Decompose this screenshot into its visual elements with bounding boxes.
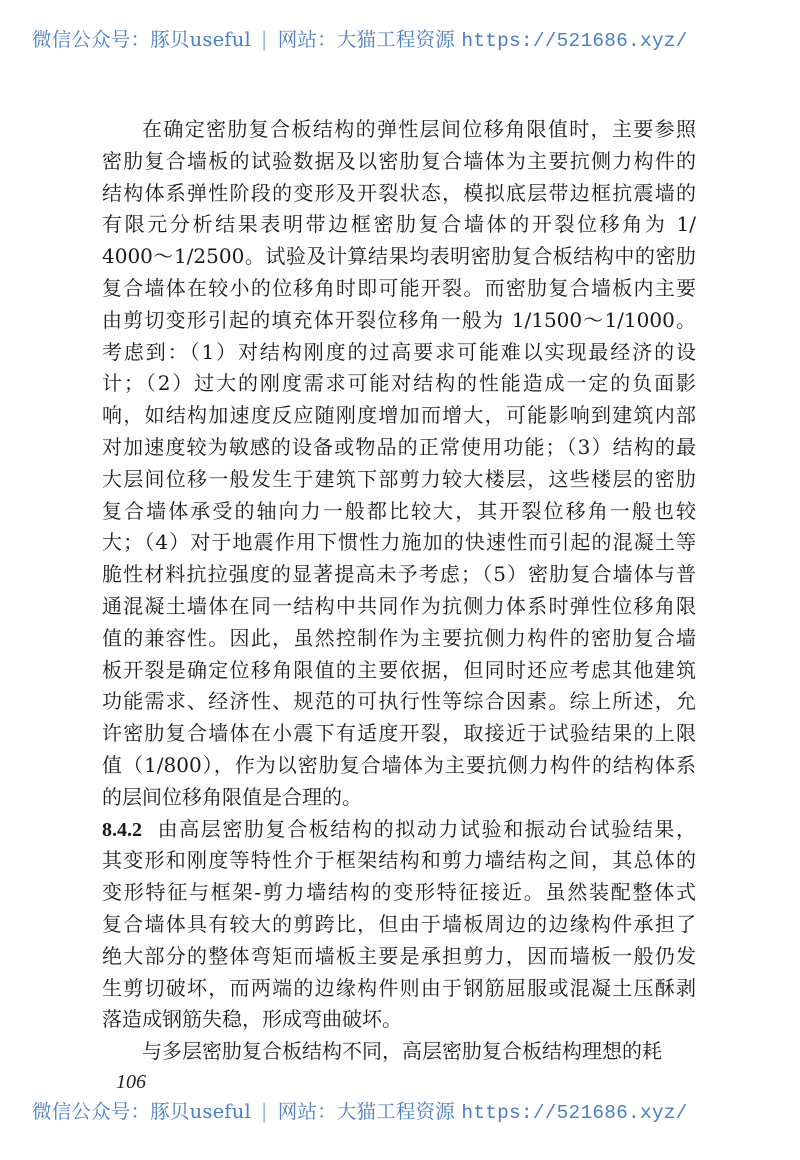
watermark-url[interactable]: https://521686.xyz/ [461, 30, 688, 52]
text-line [102, 400, 696, 432]
text-line [102, 114, 696, 146]
line-text: 的层间位移角限值是合理的。 [102, 784, 362, 809]
text-line [102, 718, 696, 750]
watermark-site: 网站：大猫工程资源 [277, 1100, 456, 1123]
text-line [102, 1004, 696, 1036]
line-text: 许密肋复合墙体在小震下有适度开裂，取接近于试验结果的上限 [102, 721, 696, 746]
line-text: 变形特征与框架-剪力墙结构的变形特征接近。虽然装配整体式 [102, 880, 696, 905]
line-text: 计；（2）过大的刚度需求可能对结构的性能造成一定的负面影 [102, 371, 696, 396]
text-line [102, 973, 696, 1005]
text-line [102, 527, 696, 559]
line-text: 值的兼容性。因此，虽然控制作为主要抗侧力构件的密肋复合墙 [102, 625, 696, 650]
line-text: 复合墙体具有较大的剪跨比，但由于墙板周边的边缘构件承担了 [102, 911, 696, 936]
watermark-footer [32, 1100, 752, 1125]
text-line [102, 877, 696, 909]
watermark-wechat: 微信公众号：豚贝useful [32, 1100, 251, 1123]
line-text: 与多层密肋复合板结构不同，高层密肋复合板结构理想的耗 [142, 1039, 662, 1064]
line-text: 值（1/800），作为以密肋复合墙体为主要抗侧力构件的结构体系 [102, 752, 696, 777]
line-text: 复合墙体在较小的位移角时即可能开裂。而密肋复合墙板内主要 [102, 275, 696, 300]
text-line [102, 178, 696, 210]
watermark-site: 网站：大猫工程资源 [277, 28, 456, 51]
text-line [102, 909, 696, 941]
text-line [102, 273, 696, 305]
paragraph [102, 114, 696, 814]
watermark-separator: | [260, 28, 268, 51]
line-text: 4000～1/2500。试验及计算结果均表明密肋复合板结构中的密肋 [102, 244, 696, 269]
text-line [102, 337, 696, 369]
line-text: 结构体系弹性阶段的变形及开裂状态，模拟底层带边框抗震墙的 [102, 180, 696, 205]
line-text: 有限元分析结果表明带边框密肋复合墙体的开裂位移角为 1/ [102, 212, 696, 237]
text-line [102, 464, 696, 496]
text-line [102, 1036, 696, 1068]
line-text: 考虑到：（1）对结构刚度的过高要求可能难以实现最经济的设 [102, 339, 696, 364]
line-text: 功能需求、经济性、规范的可执行性等综合因素。综上所述，允 [102, 689, 696, 714]
page-number: 106 [116, 1071, 146, 1093]
watermark-url[interactable]: https://521686.xyz/ [461, 1102, 688, 1124]
text-line [102, 146, 696, 178]
line-text: 由剪切变形引起的填充体开裂位移角一般为 1/1500～1/1000。 [102, 307, 696, 332]
text-line [102, 782, 696, 814]
text-line [102, 655, 696, 687]
line-text: 对加速度较为敏感的设备或物品的正常使用功能；（3）结构的最 [102, 434, 696, 459]
watermark-separator: | [260, 1100, 268, 1123]
text-line [102, 559, 696, 591]
text-line [102, 241, 696, 273]
text-line [102, 368, 696, 400]
line-text: 脆性材料抗拉强度的显著提高未予考虑；（5）密肋复合墙体与普 [102, 562, 696, 587]
text-line [102, 623, 696, 655]
line-text: 在确定密肋复合板结构的弹性层间位移角限值时，主要参照 [142, 117, 696, 141]
line-text: 生剪切破坏，而两端的边缘构件则由于钢筋屈服或混凝土压酥剥 [102, 975, 696, 1000]
line-text: 其变形和刚度等特性介于框架结构和剪力墙结构之间，其总体的 [102, 848, 696, 873]
text-line [102, 941, 696, 973]
line-text: 板开裂是确定位移角限值的主要依据，但同时还应考虑其他建筑 [102, 657, 696, 682]
text-line [102, 496, 696, 528]
watermark-header [32, 28, 752, 53]
document-body [102, 114, 696, 1068]
line-text: 密肋复合墙板的试验数据及以密肋复合墙体为主要抗侧力构件的 [102, 148, 696, 173]
text-line [102, 814, 696, 846]
section-number: 8.4.2 [102, 818, 142, 841]
watermark-wechat: 微信公众号：豚贝useful [32, 28, 251, 51]
paragraph [102, 1036, 696, 1068]
text-line [102, 209, 696, 241]
line-text: 由高层密肋复合板结构的拟动力试验和振动台试验结果， [156, 816, 696, 841]
line-text: 大层间位移一般发生于建筑下部剪力较大楼层，这些楼层的密肋 [102, 466, 696, 491]
line-text: 响，如结构加速度反应随刚度增加而增大，可能影响到建筑内部 [102, 403, 696, 428]
text-line [102, 686, 696, 718]
line-text: 绝大部分的整体弯矩而墙板主要是承担剪力，因而墙板一般仍发 [102, 943, 696, 968]
line-text: 大；（4）对于地震作用下惯性力施加的快速性而引起的混凝土等 [102, 530, 696, 555]
text-line [102, 750, 696, 782]
text-line [102, 432, 696, 464]
section-paragraph [102, 814, 696, 1037]
text-line [102, 591, 696, 623]
text-line [102, 305, 696, 337]
text-line [102, 845, 696, 877]
line-text: 复合墙体承受的轴向力一般都比较大，其开裂位移角一般也较 [102, 498, 696, 523]
line-text: 落造成钢筋失稳，形成弯曲破坏。 [102, 1007, 402, 1032]
line-text: 通混凝土墙体在同一结构中共同作为抗侧力体系时弹性位移角限 [102, 593, 696, 618]
